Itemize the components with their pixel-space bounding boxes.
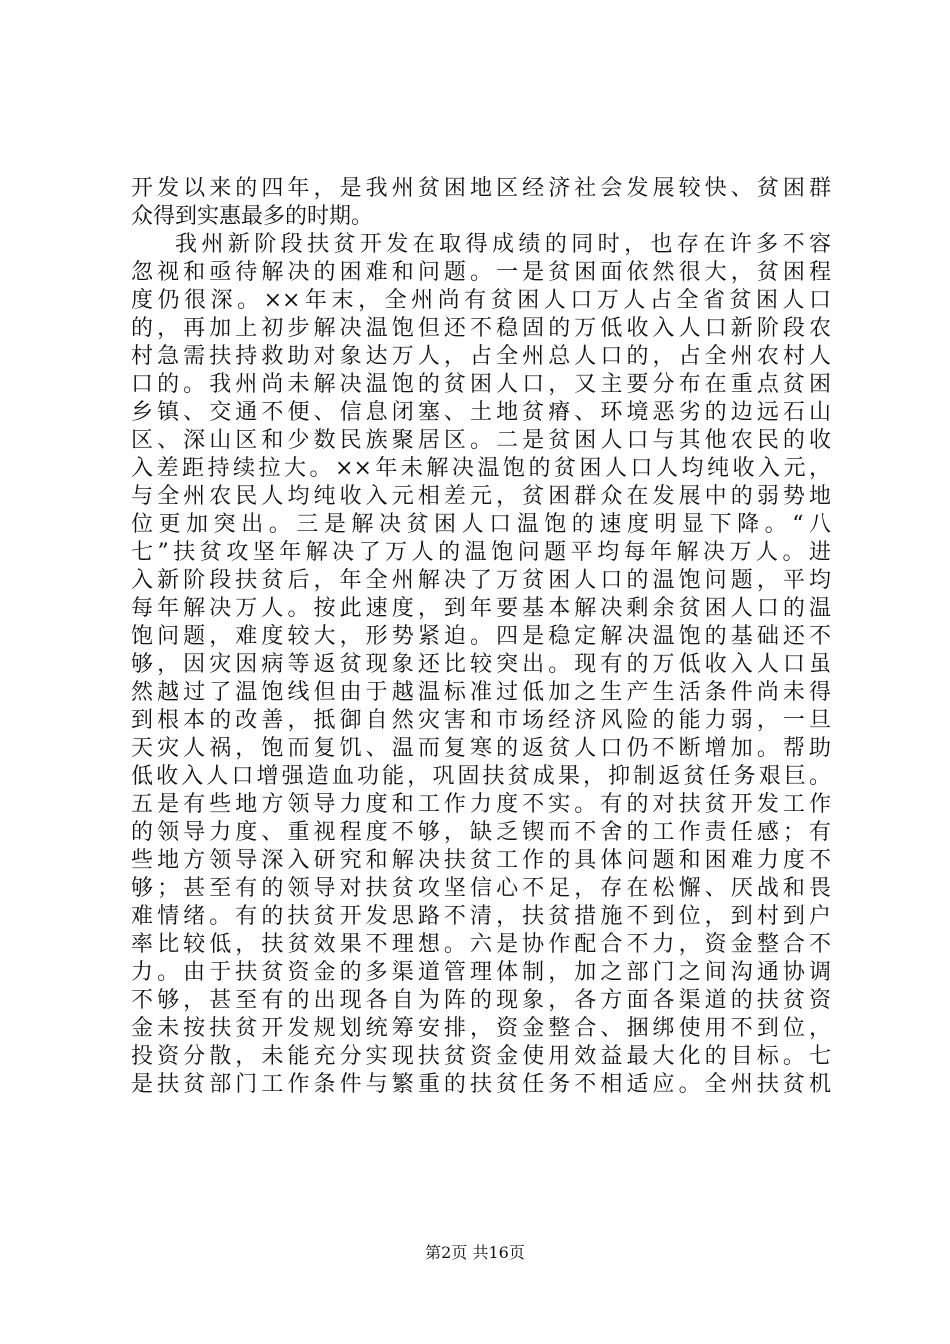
text-line: 度仍很深。××年末，全州尚有贫困人口万人占全省贫困人口 [131,288,831,313]
text-line: 众得到实惠最多的时期。 [131,204,374,229]
text-line: 率比较低，扶贫效果不理想。六是协作配合不力，资金整合不 [131,932,831,957]
text-line: 忽视和亟待解决的困难和问题。一是贫困面依然很大，贫困程 [131,260,831,285]
text-line: 位更加突出。三是解决贫困人口温饱的速度明显下降。“八 [131,512,831,537]
text-line: 入新阶段扶贫后，年全州解决了万贫困人口的温饱问题，平均 [131,568,831,593]
text-line: 每年解决万人。按此速度，到年要基本解决剩余贫困人口的温 [131,596,831,621]
text-line: 五是有些地方领导力度和工作力度不实。有的对扶贫开发工作 [131,792,831,817]
text-line: 的，再加上初步解决温饱但还不稳固的万低收入人口新阶段农 [131,316,831,341]
text-line: 投资分散，未能充分实现扶贫资金使用效益最大化的目标。七 [131,1044,831,1069]
text-line: 的领导力度、重视程度不够，缺乏锲而不舍的工作责任感；有 [131,820,831,845]
text-line: 乡镇、交通不便、信息闭塞、土地贫瘠、环境恶劣的边远石山 [131,400,831,425]
paragraph [131,231,831,1099]
text-line: 不够，甚至有的出现各自为阵的现象，各方面各渠道的扶贫资 [131,988,831,1013]
text-line: 与全州农民人均纯收入元相差元，贫困群众在发展中的弱势地 [131,484,831,509]
text-line: 天灾人祸，饱而复饥、温而复寒的返贫人口仍不断增加。帮助 [131,736,831,761]
text-line: 力。由于扶贫资金的多渠道管理体制，加之部门之间沟通协调 [131,960,831,985]
text-line: 开发以来的四年，是我州贫困地区经济社会发展较快、贫困群 [131,176,831,201]
text-line: 村急需扶持救助对象达万人，占全州总人口的，占全州农村人 [131,344,831,369]
text-line: 口的。我州尚未解决温饱的贫困人口，又主要分布在重点贫困 [131,372,831,397]
text-line: 七”扶贫攻坚年解决了万人的温饱问题平均每年解决万人。进 [131,540,831,565]
page-number: 第2页 [425,1243,468,1262]
page-footer [0,1243,950,1263]
text-line: 够，因灾因病等返贫现象还比较突出。现有的万低收入人口虽 [131,652,831,677]
document-body [131,175,831,1099]
text-line: 是扶贫部门工作条件与繁重的扶贫任务不相适应。全州扶贫机 [131,1072,831,1097]
text-line: 到根本的改善，抵御自然灾害和市场经济风险的能力弱，一旦 [131,708,831,733]
text-line: 低收入人口增强造血功能，巩固扶贫成果，抑制返贫任务艰巨。 [131,764,831,789]
text-line: 区、深山区和少数民族聚居区。二是贫困人口与其他农民的收 [131,428,831,453]
text-line: 饱问题，难度较大，形势紧迫。四是稳定解决温饱的基础还不 [131,624,831,649]
text-line: 我州新阶段扶贫开发在取得成绩的同时，也存在许多不容 [175,232,831,257]
text-line: 些地方领导深入研究和解决扶贫工作的具体问题和困难力度不 [131,848,831,873]
text-line: 然越过了温饱线但由于越温标准过低加之生产生活条件尚未得 [131,680,831,705]
text-line: 入差距持续拉大。××年未解决温饱的贫困人口人均纯收入元， [131,456,831,481]
paragraph [131,175,831,231]
text-line: 难情绪。有的扶贫开发思路不清，扶贫措施不到位，到村到户 [131,904,831,929]
text-line: 够；甚至有的领导对扶贫攻坚信心不足，存在松懈、厌战和畏 [131,876,831,901]
page-total: 共16页 [472,1243,525,1262]
text-line: 金未按扶贫开发规划统筹安排，资金整合、捆绑使用不到位， [131,1016,831,1041]
